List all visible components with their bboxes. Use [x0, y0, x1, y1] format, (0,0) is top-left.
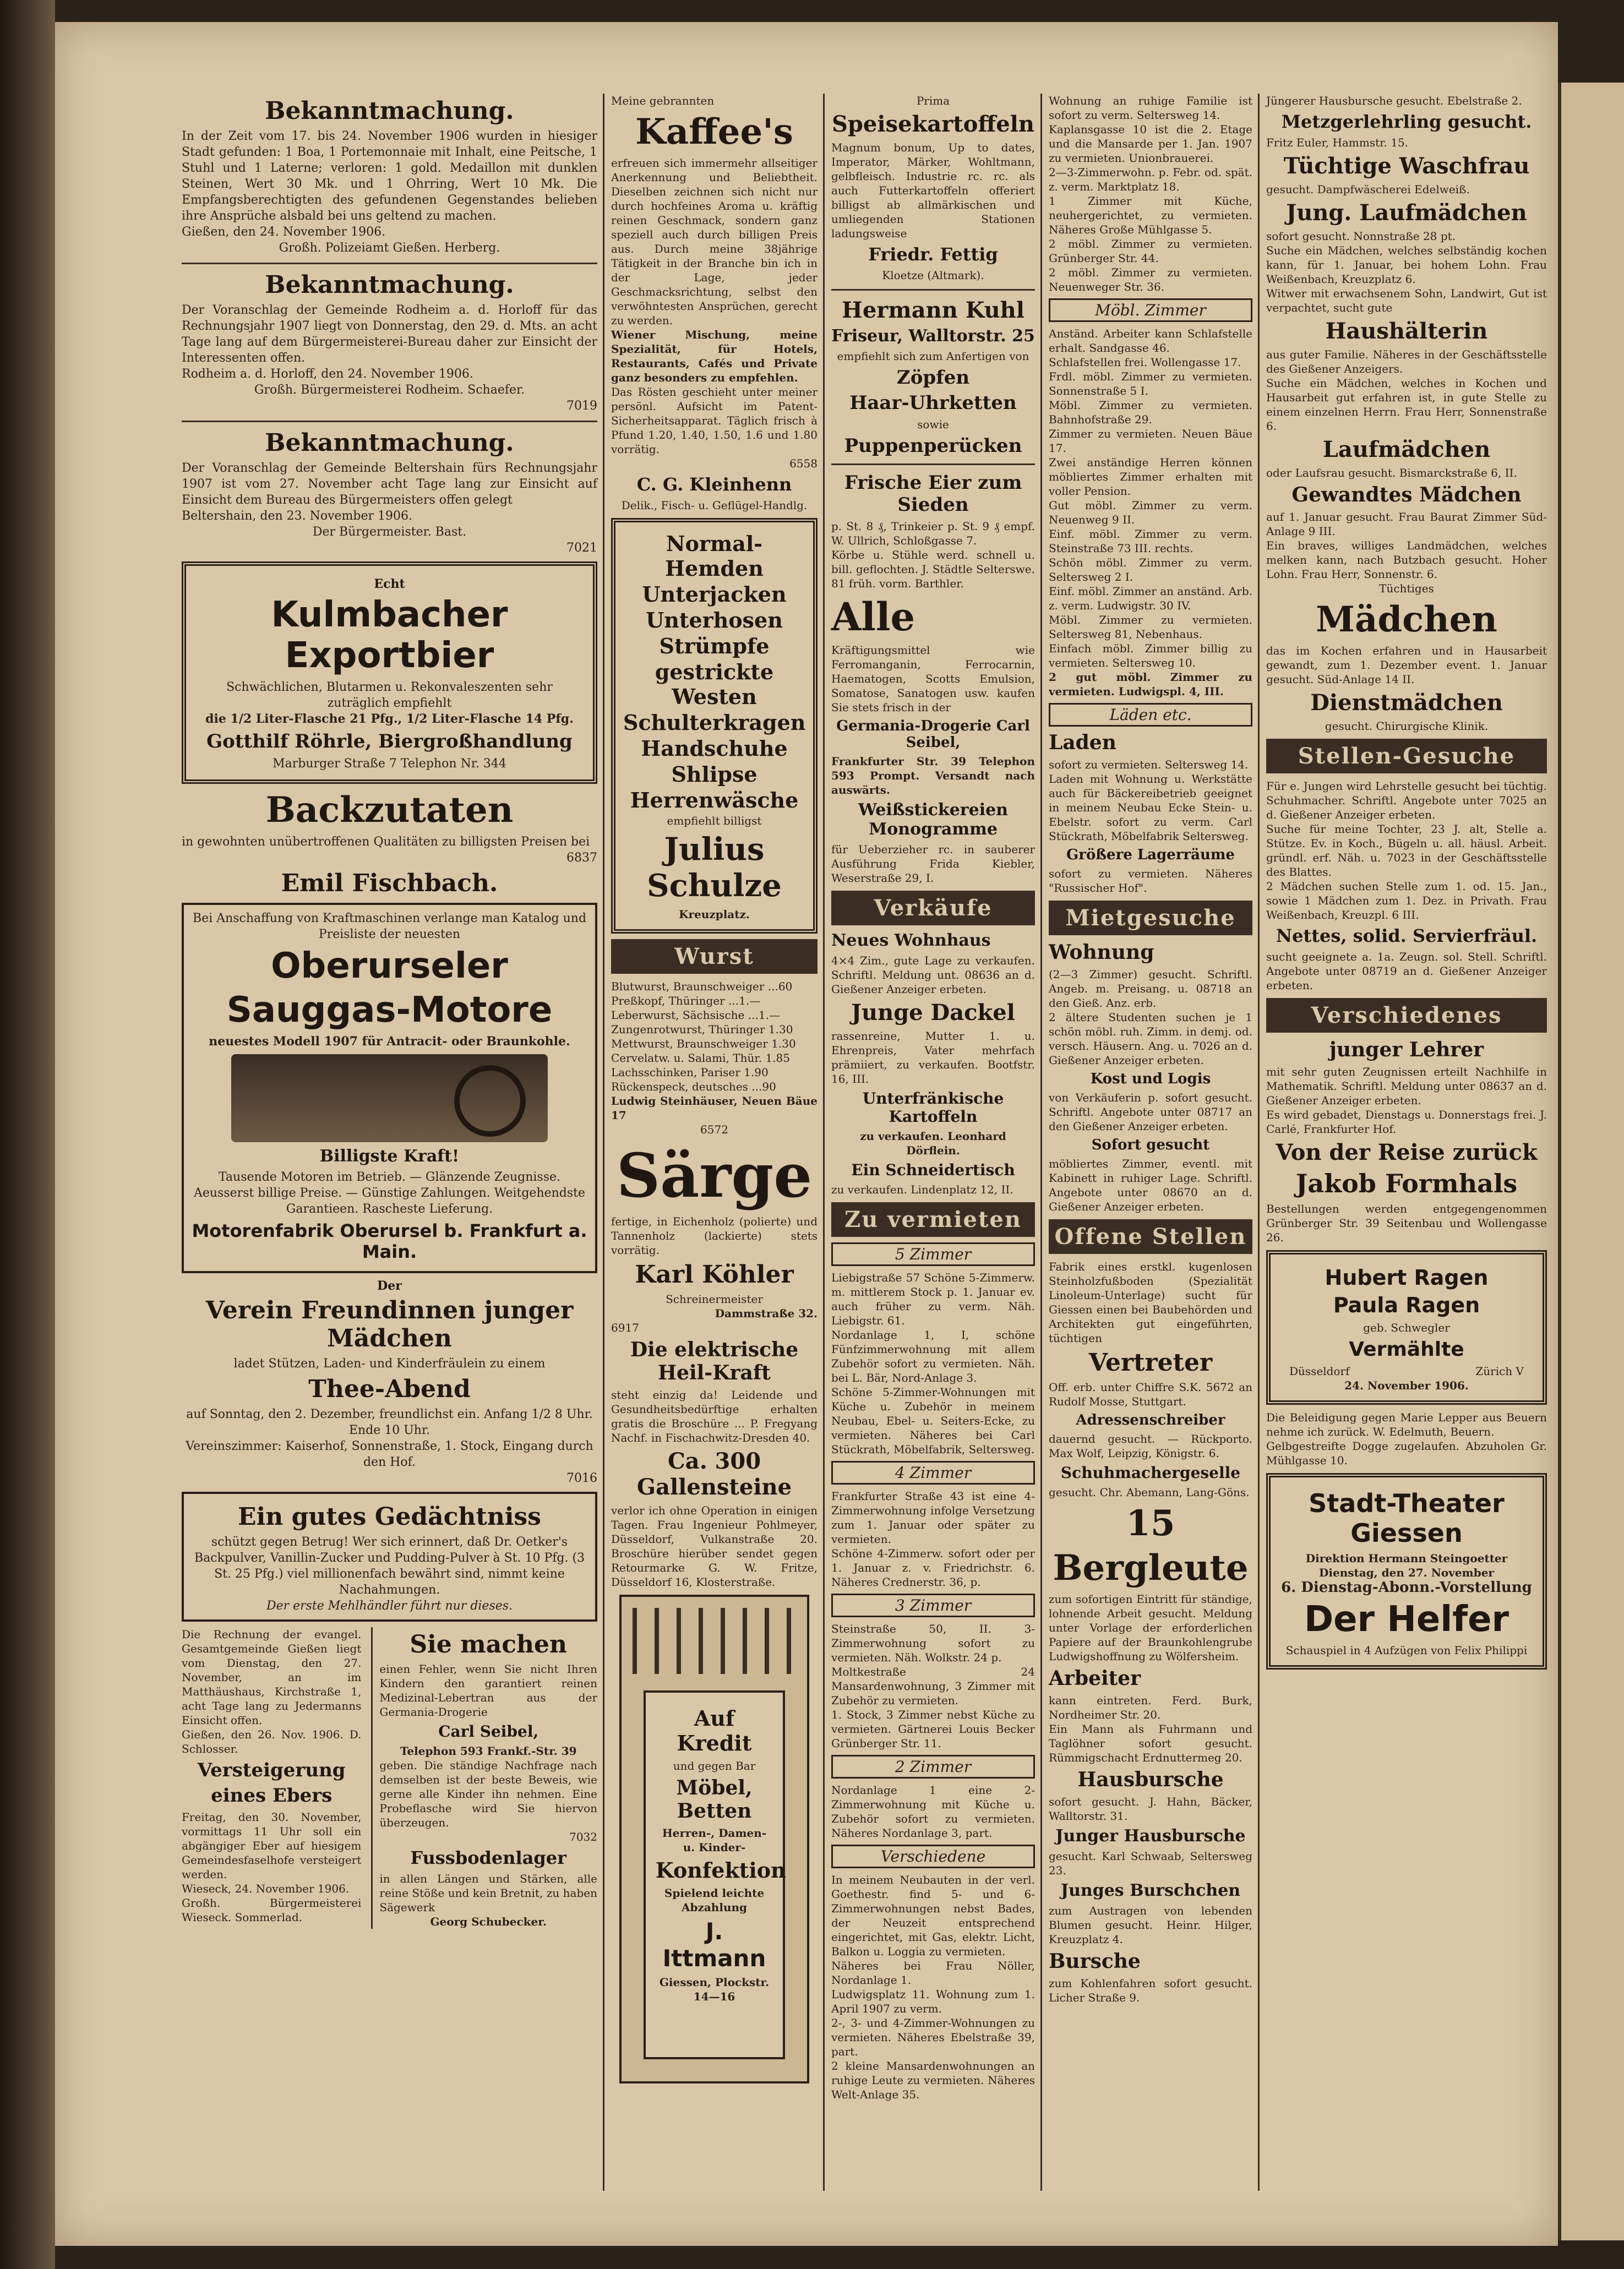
ad-text: 2 möbl. Zimmer zu vermieten. Grünberger Str. 44. — [1049, 237, 1252, 265]
announcement-date: 24. November 1906. — [1344, 1379, 1469, 1392]
ad-item: Haar-Uhrketten — [849, 392, 1017, 414]
ad-headline: Wohnung — [1049, 941, 1154, 964]
ad-text: Frankfurter Straße 43 ist eine 4-Zimmerwohnung infolge Versetzung zum 1. Januar oder später zu vermieten. — [831, 1490, 1035, 1546]
ad-headline: Verein Freundinnen junger Mädchen — [205, 1296, 574, 1352]
ad-text: einen Fehler, wenn Sie nicht Ihren Kindern den garantiert reinen Medizinal-Lebertran aus der Germania-Drogerie — [379, 1662, 597, 1719]
ad-text: aus guter Familie. Näheres in der Geschäftsstelle des Gießener Anzeigers. — [1266, 348, 1547, 375]
ad-text: p. St. 8 ₰, Trinkeier p. St. 9 ₰ empf. W. Ullrich, Schloßgasse 7. — [831, 520, 1035, 547]
ad-headline: Speisekartoffeln — [832, 111, 1034, 137]
ad-firm: J. Ittmann — [662, 1918, 766, 1972]
price-list — [611, 979, 818, 1094]
ad-text: Gut möbl. Zimmer zu verm. Neuenweg 9 II. — [1049, 499, 1252, 526]
ad-text: empfiehlt billigst — [667, 814, 762, 827]
list-item: Unterhosen — [646, 608, 783, 632]
subsection-header: Möbl. Zimmer — [1049, 298, 1252, 322]
ad-text: Schöne 4-Zimmerw. sofort oder per 1. Januar z. v. Friedrichstr. 6. Näheres Crednerstr. 36, p. — [831, 1547, 1035, 1589]
column-rule — [603, 94, 604, 2191]
newspaper-page — [55, 22, 1558, 2246]
ad-text: Schöne 5-Zimmer-Wohnungen mit Küche u. Zubehör in meinem Neubau, Ebel- u. Seiters-Ecke, zu vermieten. Näheres bei Carl Stückrath, Möbelfabrik, Seltersweg. — [831, 1386, 1035, 1456]
ad-item: Puppenperücken — [844, 435, 1022, 457]
ad-address: Dammstraße 32. — [715, 1307, 818, 1320]
ad-number: 6558 — [789, 457, 818, 470]
ad-headline: Hausbursche — [1077, 1768, 1224, 1791]
notice-text: Der Voranschlag der Gemeinde Beltershain fürs Rechnungsjahr 1907 ist vom 27. November acht Tage lang zur Einsicht auf Einsicht dem Bureau des Bürgermeisters offen gelegt — [182, 461, 597, 507]
ad-headline: Sie machen — [410, 1630, 568, 1659]
notice-place: Rodheim a. d. Horloff, den 24. November 1906. — [182, 367, 473, 381]
ad-text: sofort zu vermieten. Seltersweg 14. — [1049, 758, 1249, 771]
ad-headline: Junger Hausbursche — [1055, 1826, 1246, 1846]
ad-text: Schlafstellen frei. Wollengasse 17. — [1049, 356, 1241, 369]
ad-text: geben. Die ständige Nachfrage nach demselben ist der beste Beweis, wie gerne alle Kinder ihn nehmen. Eine Probeflasche wird Sie hiervon überzeugen. — [379, 1759, 597, 1829]
ad-text: sowie — [917, 418, 949, 431]
ad-text: Suche ein Mädchen, welches selbständig kochen kann, für 1. Januar, bei hohem Lohn. Frau Weißenbach, Kreuzplatz 6. — [1266, 244, 1547, 286]
ad-text: Zimmer zu vermieten. Neuen Bäue 17. — [1049, 427, 1252, 455]
ad-headline: Frische Eier zum Sieden — [844, 472, 1022, 516]
ad-text: 2 Mädchen suchen Stelle zum 1. od. 15. Jan., sowie 1 Mädchen zum 1. Dez. in Privath. Frau Weißenbach, Kreuzpl. 6 III. — [1266, 880, 1547, 921]
ad-text: gesucht. Chr. Abemann, Lang-Göns. — [1049, 1486, 1250, 1499]
notice-place: Beltershain, den 23. November 1906. — [182, 509, 413, 523]
ad-headline: Fussbodenlager — [410, 1847, 567, 1868]
list-item: Handschuhe — [641, 736, 788, 761]
ad-firm: Gotthilf Röhrle, Biergroßhandlung — [206, 730, 573, 752]
ad-text: zu verkaufen. Leonhard Dörflein. — [860, 1130, 1006, 1157]
ad-number: 6837 — [566, 851, 597, 865]
ad-text: Bei Anschaffung von Kraftmaschinen verlange man Katalog und Preisliste der neuesten — [192, 912, 587, 941]
ad-text: Möbl. Zimmer zu vermieten. Seltersweg 81, Nebenhaus. — [1049, 613, 1252, 641]
list-item: Shlipse — [671, 762, 757, 787]
city: Düsseldorf — [1289, 1365, 1350, 1378]
ad-firm: Ludwig Steinhäuser, Neuen Bäue 17 — [611, 1094, 818, 1122]
ad-text: zum Austragen von lebenden Blumen gesucht. Heinr. Hilger, Kreuzplatz 4. — [1049, 1904, 1252, 1946]
list-item: gestrickte Westen — [655, 659, 774, 709]
ad-text: Kräftigungsmittel wie Ferromanganin, Ferrocarnin, Haematogen, Scotts Emulsion, Somatose, Sanatogen usw. kaufen Sie stets frisch in der — [831, 643, 1035, 714]
ad-text: Die Beleidigung gegen Marie Lepper aus Beuern nehme ich zurück. W. Edelmuth, Beuern. — [1266, 1411, 1547, 1438]
ad-number: 7016 — [566, 1471, 597, 1485]
notice-title: eines Ebers — [211, 1785, 333, 1807]
ad-text: in gewohnten unübertroffenen Qualitäten zu billigsten Preisen bei — [182, 835, 590, 849]
ad-text: Einf. möbl. Zimmer zu verm. Steinstraße 73 III. rechts. — [1049, 527, 1252, 555]
ad-text: Näheres bei Frau Nöller, Nordanlage 1. — [831, 1959, 1035, 1987]
ad-text: für Ueberzieher rc. in sauberer Ausführung Frida Kiebler, Weserstraße 29, I. — [831, 843, 1035, 885]
wedding-announcement — [1266, 1250, 1547, 1405]
notice-text: Die Rechnung der evangel. Gesamtgemeinde Gießen liegt vom Dienstag, den 27. November, an im Matthäushaus, Kirchstraße 1, acht Tage lang zu Jedermanns Einsicht offen. — [182, 1628, 362, 1727]
ad-firm: Georg Schubecker. — [430, 1915, 547, 1928]
maiden-name: geb. Schwegler — [1363, 1321, 1450, 1334]
notice-place: Gießen, den 26. Nov. 1906. D. Schlosser. — [182, 1728, 362, 1755]
ad-firm: C. G. Kleinhenn — [636, 474, 792, 495]
ad-text: Ludwigsplatz 11. Wohnung zum 1. April 1907 zu verm. — [831, 1988, 1035, 2015]
ad-text: Ein Mann als Fuhrmann und Taglöhner sofort gesucht. Rümmigschacht Erdnuttermeg 20. — [1049, 1722, 1252, 1764]
ad-headline: Sauggas-Motore — [226, 990, 553, 1030]
ad-text: Vereinszimmer: Kaiserhof, Sonnenstraße, 1. Stock, Eingang durch den Hof. — [186, 1439, 593, 1469]
schulze-ad — [611, 518, 818, 934]
notice-text: In der Zeit vom 17. bis 24. November 1906 wurden in hiesiger Stadt gefunden: 1 Boa, 1 Portemonnaie mit Inhalt, eine Peitsche, 1 Stuhl und 1 Laterne; verloren: 1 gold. Medaillon mit dunklen Steinen, Wert 30 Mk. und 1 Ohrring, Wert 10 Mk. Die Empfangsberechtigten des gefundenen Gegenstandes belieben ihre Ansprüche alsbald bei uns geltend zu machen. — [182, 129, 597, 223]
ad-text: zum Kohlenfahren sofort gesucht. Licher Straße 9. — [1049, 1977, 1252, 2004]
price-line: Mettwurst, Braunschweiger 1.30 — [611, 1037, 796, 1050]
ad-firm: Carl Seibel, — [438, 1722, 539, 1741]
ad-text: Moltkestraße 24 Mansardenwohnung, 3 Zimmer mit Zubehör zu vermieten. — [831, 1665, 1035, 1707]
ad-text: Einfach möbl. Zimmer billig zu vermieten. Seltersweg 10. — [1049, 642, 1252, 669]
ad-text: Das Rösten geschieht unter meiner persönl. Aufsicht im Patent-Sicherheitsapparat. Täglich frisch à Pfund 1.20, 1.40, 1.50, 1.6 und 1.80 vorrätig. — [611, 385, 818, 456]
ad-text: Anständ. Arbeiter kann Schlafstelle erhalt. Sandgasse 46. — [1049, 327, 1252, 354]
ad-text: zum sofortigen Eintritt für ständige, lohnende Arbeit gesucht. Meldung unter Vorlage der erforderlichen Papiere auf der Braunkohlengrube Ludwigshoffnung zu Wölfersheim. — [1049, 1592, 1252, 1663]
ad-kicker: Meine gebrannten — [611, 94, 715, 107]
column-3 — [831, 94, 1035, 2102]
ad-text: rassenreine, Mutter 1. u. Ehrenpreis, Vater mehrfach prämiiert, zu verkaufen. Bootfstr. 16, III. — [831, 1029, 1035, 1086]
oetker-ad — [182, 1492, 597, 1622]
ad-text: sofort gesucht. J. Hahn, Bäcker, Walltorstr. 31. — [1049, 1795, 1252, 1823]
ad-text: Tausende Motoren im Betrieb. — Glänzende Zeugnisse. Aeusserst billige Preise. — Günstige Zahlungen. Weitgehendste Garantieen. Rascheste Lieferung. — [193, 1170, 586, 1216]
ad-text: Spielend leichte Abzahlung — [664, 1886, 765, 1914]
ad-headline: Sofort gesucht — [1091, 1137, 1210, 1153]
notice-title: Bekanntmachung. — [265, 271, 514, 299]
ad-headline: Bursche — [1049, 1950, 1141, 1973]
ad-headline: Unterfränkische Kartoffeln — [862, 1089, 1004, 1126]
ad-text: Laden mit Wohnung u. Werkstätte auch für Bäckereibetrieb geeignet in meinem Neubau Ecke Stein- u. Ebelstr. sofort zu verm. Carl Stückrath, Möbelfabrik Seltersweg. — [1049, 772, 1252, 843]
ad-date: Dienstag, den 27. November — [1319, 1566, 1494, 1579]
ad-firm: Karl Köhler — [635, 1261, 794, 1289]
ad-headline: Ein Schneidertisch — [851, 1161, 1015, 1179]
ad-headline: Metzgerlehrling gesucht. — [1281, 111, 1532, 132]
ad-text: Ein braves, williges Landmädchen, welches melken kann, nach Butzbach gesucht. Hoher Lohn. Frau Herr, Sonnenstr. 6. — [1266, 539, 1547, 581]
ad-headline: Gewandtes Mädchen — [1291, 483, 1522, 506]
ad-number: 6917 — [611, 1321, 639, 1334]
notice-title: Versteigerung — [197, 1759, 346, 1781]
ad-headline: Die elektrische Heil-Kraft — [630, 1338, 799, 1384]
subsection-header: Verschiedene — [831, 1845, 1035, 1868]
section-banner: Offene Stellen — [1049, 1219, 1252, 1254]
divider — [182, 421, 597, 422]
ad-price: die 1/2 Liter-Flasche 21 Pfg., 1/2 Liter-Flasche 14 Pfg. — [205, 712, 574, 726]
ad-text: Witwer mit erwachsenem Sohn, Landwirt, Gut ist verpachtet, sucht gute — [1266, 287, 1547, 314]
ad-text: zu verkaufen. Lindenplatz 12, II. — [831, 1183, 1013, 1196]
ad-text: auf Sonntag, den 2. Dezember, freundlichst ein. Anfang 1/2 8 Uhr. Ende 10 Uhr. — [186, 1408, 593, 1437]
ad-headline: Bergleute — [1053, 1547, 1249, 1589]
ad-text: Wohnung an ruhige Familie ist sofort zu verm. Seltersweg 14. — [1049, 94, 1252, 122]
ad-text: Liebigstraße 57 Schöne 5-Zimmerw. m. mittlerem Stock p. 1. Januar ev. auch früher zu verm. Näh. Liebigstr. 61. — [831, 1271, 1035, 1327]
ad-text: Kaplansgasse 10 ist die 2. Etage und die Mansarde per 1. Jan. 1907 zu vermieten. Unionbrauerei. — [1049, 123, 1252, 165]
ad-headline: Kaffee's — [635, 111, 793, 152]
section-banner: Verkäufe — [831, 891, 1035, 925]
ad-headline: Oberurseler — [271, 946, 508, 986]
ad-text: kann eintreten. Ferd. Burk, Nordheimer Str. 20. — [1049, 1694, 1252, 1721]
ad-text: Einf. möbl. Zimmer an anständ. Arb. z. verm. Ludwigstr. 30 IV. — [1049, 585, 1252, 612]
ad-headline: Ein gutes Gedächtniss — [238, 1503, 541, 1531]
divider — [182, 263, 597, 264]
ad-headline: Hermann Kuhl — [842, 297, 1024, 323]
ad-headline: Weißstickereien Monogramme — [858, 800, 1008, 839]
ad-text: auf 1. Januar gesucht. Frau Baurat Zimmer Süd-Anlage 9 III. — [1266, 510, 1547, 538]
ad-text: gesucht. Dampfwäscherei Edelweiß. — [1266, 183, 1470, 196]
ad-kicker: Tüchtiges — [1379, 582, 1434, 595]
ad-text: Körbe u. Stühle werd. schnell u. bill. geflochten. J. Städtle Selterswe. 81 früh. vorm. Barthler. — [831, 548, 1035, 590]
ad-text: Suche für meine Tochter, 23 J. alt, Stelle a. Stütze. Ev. in Koch., Bügeln u. all. häusl. Arbeit. gründl. erf. Näh. u. 7023 in der Geschäftsstelle des Blattes. — [1266, 822, 1547, 879]
ad-headline: Thee-Abend — [308, 1375, 471, 1403]
ad-number: 7032 — [569, 1830, 597, 1843]
list-item: Schulterkragen — [623, 710, 806, 735]
furniture-ad-frame — [619, 1595, 810, 2083]
ad-text: erfreuen sich immermehr allseitiger Anerkennung und Beliebtheit. Dieselben zeichnen sich nicht nur durch hochfeines Aroma u. kräftig reinen Geschmack, sondern ganz speziell auch durch billigen Preis aus. Durch meine 38jährige Tätigkeit in der Branche bin ich in der Lage, jeder Geschmacksrichtung, selbst den verwöhntesten Ansprüchen, gerecht zu werden. — [611, 156, 818, 327]
ad-panel — [644, 1690, 786, 2059]
ad-text: 1 Zimmer mit Küche, neuhergerichtet, zu vermieten. Näheres Große Mühlgasse 5. — [1049, 194, 1252, 236]
ad-text: Suche ein Mädchen, welches in Kochen und Hausarbeit gut erfahren ist, in gute Stelle zu einem einzelnen Herrn. Frau Herr, Sonnenstraße 6. — [1266, 377, 1547, 433]
ad-text: Nordanlage 1, I, schöne Fünfzimmerwohnung mit allem Zubehör sofort zu vermieten. Näh. bei L. Bär, Nord-Anlage 3. — [831, 1328, 1035, 1384]
ad-headline: Konfektion — [655, 1858, 786, 1883]
ad-text: 6. Dienstag-Abonn.-Vorstellung — [1281, 1579, 1532, 1596]
bottom-row — [182, 1627, 597, 1929]
ad-text: dauernd gesucht. — Rückporto. Max Wolf, Leipzig, Königstr. 6. — [1049, 1432, 1252, 1460]
price-line: Preßkopf, Thüringer ...1.— — [611, 994, 761, 1007]
ad-address: Frankfurter Str. 39 Telephon 593 Prompt. Versandt nach auswärts. — [831, 755, 1035, 797]
ad-headline: Kost und Logis — [1090, 1071, 1211, 1087]
ad-text: Möbl. Zimmer zu vermieten. Bahnhofstraße 29. — [1049, 399, 1252, 426]
ad-number: 6572 — [700, 1123, 728, 1136]
notice-sign: Der Bürgermeister. Bast. — [312, 525, 467, 539]
ad-headline: Alle — [831, 594, 915, 640]
theater-ad — [1266, 1473, 1547, 1670]
ad-text: empfiehlt sich zum Anfertigen von — [837, 350, 1029, 363]
ad-text: Bestellungen werden entgegengenommen Grünberger Str. 39 Seitenbau und Wollengasse 26. — [1266, 1202, 1547, 1244]
ad-text: Magnum bonum, Up to dates, Imperator, Märker, Wohltmann, gelbfleisch. Industrie rc. rc. als auch Futterkartoffeln offeriert billigst ab allmärkischen und umliegenden Stationen ladungsweise — [831, 141, 1035, 240]
ad-text: Delik., Fisch- u. Geflügel-Handlg. — [621, 499, 808, 512]
ad-address: Telephon 593 Frankf.-Str. 39 — [400, 1744, 577, 1758]
ad-firm: Germania-Drogerie Carl Seibel, — [836, 718, 1030, 751]
ad-text: 4×4 Zim., gute Lage zu verkaufen. Schriftl. Meldung unt. 08636 an d. Gießener Anzeiger erbeten. — [831, 954, 1035, 996]
ad-firm: Julius Schulze — [647, 831, 782, 904]
notice-place: Wieseck, 24. November 1906. — [182, 1882, 350, 1895]
ad-text: Jüngerer Hausbursche gesucht. Ebelstraße 2. — [1266, 94, 1522, 107]
price-line: Leberwurst, Sächsische ...1.— — [611, 1008, 780, 1022]
ad-headline: Tüchtige Waschfrau — [1283, 153, 1530, 179]
ad-text: Zwei anständige Herren können möbliertes Zimmer erhalten mit voller Pension. — [1049, 456, 1252, 498]
cabinet-illustration — [633, 1608, 797, 1674]
engine-illustration — [231, 1054, 548, 1142]
column-rule — [1040, 94, 1042, 2191]
ad-firm: Friedr. Fettig — [868, 244, 998, 265]
ad-text: 1. Stock, 3 Zimmer nebst Küche zu vermieten. Gärtnerei Louis Becker Grünberger Str. 11. — [831, 1708, 1035, 1750]
section-banner: Zu vermieten — [831, 1202, 1035, 1237]
ad-text: das im Kochen erfahren und in Hausarbeit gewandt, zum 1. Dezember event. 1. Januar gesucht. Süd-Anlage 14 II. — [1266, 644, 1547, 686]
ad-text: sofort gesucht. Nonnstraße 28 pt. — [1266, 230, 1456, 243]
ad-text: und gegen Bar — [673, 1759, 756, 1772]
column-1 — [182, 94, 597, 1929]
column-rule — [823, 94, 825, 2191]
name: Hubert Ragen — [1325, 1266, 1489, 1290]
ad-headline: Haushälterin — [1325, 318, 1488, 344]
ad-slogan: Billigste Kraft! — [319, 1147, 460, 1166]
section-banner: Mietgesuche — [1049, 901, 1252, 935]
list-item: Unterjacken — [642, 582, 787, 607]
ad-headline: Backzutaten — [265, 789, 514, 831]
ad-address: Friseur, Walltorstr. 25 — [831, 326, 1035, 346]
ad-text: Der erste Mehlhändler führt nur dieses. — [266, 1599, 513, 1613]
ad-text: Direktion Hermann Steingoetter — [1305, 1552, 1508, 1565]
notice-title: Bekanntmachung. — [265, 429, 514, 457]
ad-headline: Arbeiter — [1049, 1667, 1141, 1690]
ad-headline: junger Lehrer — [1329, 1038, 1484, 1061]
list-item: Strümpfe — [659, 634, 770, 658]
ad-text: neuestes Modell 1907 für Antracit- oder Braunkohle. — [209, 1034, 570, 1049]
list-item: Herrenwäsche — [630, 788, 799, 812]
ad-text: steht einzig da! Leidende und Gesundheitsbedürftige erhalten gratis die Broschüre ... P. Fregyang Nachf. in Fischachwitz-Dresden 40. — [611, 1388, 818, 1444]
subsection-header: 4 Zimmer — [831, 1461, 1035, 1485]
notice-place: Gießen, den 24. November 1906. — [182, 225, 386, 239]
cities-row — [1278, 1364, 1535, 1378]
ad-text: Fabrik eines erstkl. kugenlosen Steinholzfußboden (Spezialität Linoleum-Unterlage) sucht für Giessen einen bei Baubehörden und Architekten gut eingeführten, tüchtigen — [1049, 1260, 1252, 1345]
ad-text: Schauspiel in 4 Aufzügen von Felix Philippi — [1285, 1644, 1528, 1657]
bottom-right — [371, 1627, 597, 1929]
section-banner: Stellen-Gesuche — [1266, 739, 1547, 773]
ad-text: gesucht. Karl Schwaab, Seltersweg 23. — [1049, 1850, 1252, 1877]
notice-sign: Großh. Polizeiamt Gießen. Herberg. — [279, 241, 500, 255]
ad-headline: Von der Reise zurück — [1276, 1139, 1538, 1165]
ad-text: In meinem Neubauten in der verl. Goethestr. find 5- und 6-Zimmerwohnungen nebst Bades, der Neuzeit entsprechend eingerichtet, mit Gas, elektr. Licht, Balkon u. Loggia zu vermieten. — [831, 1873, 1035, 1958]
ad-text: Schreinermeister — [666, 1292, 763, 1306]
ad-text: Gelbgestreifte Dogge zugelaufen. Abzuholen Gr. Mühlgasse 10. — [1266, 1439, 1547, 1467]
book-spine — [0, 0, 55, 2269]
flywheel-icon — [454, 1065, 526, 1137]
bottom-left — [182, 1627, 361, 1929]
ad-text: Steinstraße 50, II. 3-Zimmerwohnung sofort zu vermieten. Näh. Wolkstr. 24 p. — [831, 1622, 1035, 1664]
ad-address: Kloetze (Altmark). — [882, 269, 984, 282]
ad-text: Frdl. möbl. Zimmer zu vermieten. Sonnenstraße 5 I. — [1049, 370, 1252, 397]
ad-text: sucht geeignete a. 1a. Zeugn. sol. Stell. Schriftl. Angebote unter 08719 an d. Gießener Anzeiger erbeten. — [1266, 950, 1547, 992]
section-banner: Verschiedenes — [1266, 998, 1547, 1033]
section-banner: Wurst — [611, 939, 818, 974]
ad-text: Schwächlichen, Blutarmen u. Rekonvaleszenten sehr zuträglich empfiehlt — [226, 680, 553, 710]
ad-text: Für e. Jungen wird Lehrstelle gesucht bei tüchtig. Schuhmacher. Schriftl. Angebote unter 7025 an d. Gießener Anzeiger erbeten. — [1266, 779, 1547, 821]
ad-text: möbliertes Zimmer, eventl. mit Kabinett in ruhiger Lage. Schriftl. Angebote unter 08670 an d. Gießener Anzeiger erbeten. — [1049, 1157, 1252, 1213]
ad-address: Giessen, Plockstr. 14—16 — [659, 1976, 770, 2003]
ad-text: 2 ältere Studenten suchen je 1 schön möbl. ruh. Zimm. in demj. od. versch. Häusern. Ang. u. 7026 an d. Gießener Anzeiger erbeten. — [1049, 1011, 1252, 1067]
notice-text: Der Voranschlag der Gemeinde Rodheim a. d. Horloff für das Rechnungsjahr 1907 liegt von Donnerstag, den 29. d. Mts. an acht Tage lang auf dem Bürgermeisterei-Bureau daher zur Einsicht der Interessenten offen. — [182, 303, 597, 365]
ad-text: 2—3-Zimmerwohn. p. Febr. od. spät. z. verm. Marktplatz 18. — [1049, 166, 1252, 193]
ad-text: ladet Stützen, Laden- und Kinderfräulein zu einem — [233, 1357, 546, 1371]
ad-text: von Verkäuferin p. sofort gesucht. Schriftl. Angebote unter 08717 an den Gießener Anzeiger erbeten. — [1049, 1091, 1252, 1133]
price-line: Blutwurst, Braunschweiger ...60 — [611, 980, 793, 993]
ad-text: Nordanlage 1 eine 2-Zimmerwohnung mit Küche u. Zubehör sofort zu vermieten. Näheres Nordanlage 3, part. — [831, 1783, 1035, 1840]
notice-sign: Großh. Bürgermeisterei Wieseck. Sommerlad. — [182, 1896, 362, 1924]
ad-text: Es wird gebadet, Dienstags u. Donnerstags frei. J. Carlé, Frankfurter Hof. — [1266, 1108, 1547, 1136]
ad-headline: Junge Dackel — [851, 1000, 1015, 1026]
ad-text: oder Laufsrau gesucht. Bismarckstraße 6, II. — [1266, 466, 1517, 479]
ad-firm: Emil Fischbach. — [281, 869, 498, 897]
ad-text: gesucht. Chirurgische Klinik. — [1325, 719, 1489, 733]
item-list — [623, 531, 805, 812]
ad-headline: Auf Kredit — [677, 1706, 752, 1755]
city: Zürich V — [1475, 1365, 1524, 1378]
ad-text: Fritz Euler, Hammstr. 15. — [1266, 136, 1409, 149]
name: Paula Ragen — [1333, 1293, 1480, 1317]
ad-headline: Junges Burschchen — [1060, 1881, 1241, 1900]
price-line: Lachsschinken, Pariser 1.90 — [611, 1066, 769, 1079]
ad-headline: Särge — [616, 1140, 813, 1211]
ad-text: Wiener Mischung, meine Spezialität, für Hotels, Restaurants, Cafés und Private ganz besonders zu empfehlen. — [611, 328, 818, 384]
ad-headline: Möbel, Betten — [676, 1776, 753, 1823]
ad-number: 7021 — [566, 541, 597, 555]
ad-text: schützt gegen Betrug! Wer sich erinnert, daß Dr. Oetker's Backpulver, Vanillin-Zucker und Pudding-Pulver à St. 10 Pfg. (3 St. 25 Pfg.) viel millionenfach bewährt sind, nimmt keine Nachahmungen. — [194, 1535, 585, 1597]
column-4 — [1049, 94, 1252, 2005]
ad-firm: Jakob Formhals — [1295, 1169, 1518, 1198]
ad-number-large: 15 — [1126, 1503, 1175, 1544]
ad-headline: Vertreter — [1088, 1349, 1213, 1377]
ad-kicker: Prima — [916, 94, 950, 107]
notice-sign: Großh. Bürgermeisterei Rodheim. Schaefer. — [254, 383, 525, 397]
ad-text: (2—3 Zimmer) gesucht. Schriftl. Angeb. m. Preisang. u. 08718 an den Gieß. Anz. erb. — [1049, 968, 1252, 1010]
ad-headline: Ca. 300 Gallensteine — [636, 1448, 792, 1500]
ad-text: 2 gut möbl. Zimmer zu vermieten. Ludwigspl. 4, III. — [1049, 670, 1252, 698]
column-5 — [1266, 94, 1547, 1675]
ad-headline: Neues Wohnhaus — [831, 931, 991, 950]
price-line: Cervelatw. u. Salami, Thür. 1.85 — [611, 1051, 790, 1065]
motor-ad — [182, 903, 597, 1273]
subsection-header: 2 Zimmer — [831, 1755, 1035, 1779]
ad-kicker: Der — [377, 1279, 402, 1293]
ad-text: Off. erb. unter Chiffre S.K. 5672 an Rudolf Mosse, Stuttgart. — [1049, 1381, 1252, 1408]
ad-text: mit sehr guten Zeugnissen erteilt Nachhilfe in Mathematik. Schriftl. Meldung unter 08637 an d. Gießener Anzeiger erbeten. — [1266, 1065, 1547, 1107]
ad-firm: Motorenfabrik Oberursel b. Frankfurt a. Main. — [192, 1220, 587, 1262]
subsection-header: 3 Zimmer — [831, 1594, 1035, 1617]
notice-title: Bekanntmachung. — [265, 97, 514, 125]
ad-headline: Laufmädchen — [1322, 437, 1491, 462]
ad-item: Zöpfen — [896, 367, 970, 389]
ad-text: 2 kleine Mansardenwohnungen an ruhige Leute zu vermieten. Näheres Welt-Anlage 35. — [831, 2059, 1035, 2101]
ad-text: verlor ich ohne Operation in einigen Tagen. Frau Ingenieur Pohlmeyer, Düsseldorf, Vulkanstraße 20. Broschüre hierüber sendet gegen Retourmarke G. W. Fritze, Düsseldorf 16, Klosterstraße. — [611, 1504, 818, 1589]
price-line: Zungenrotwurst, Thüringer 1.30 — [611, 1023, 793, 1036]
column-rule — [1258, 94, 1260, 2191]
subsection-header: 5 Zimmer — [831, 1242, 1035, 1266]
subsection-header: Läden etc. — [1049, 703, 1252, 727]
ad-text: 2-, 3- und 4-Zimmer-Wohnungen zu vermieten. Näheres Ebelstraße 39, part. — [831, 2016, 1035, 2058]
ad-text: Schön möbl. Zimmer zu verm. Seltersweg 2 I. — [1049, 556, 1252, 583]
ad-text: Herren-, Damen- u. Kinder- — [662, 1826, 767, 1854]
ad-headline: Nettes, solid. Servierfräul. — [1276, 925, 1538, 946]
ad-kicker: Echt — [374, 577, 405, 591]
divider — [831, 463, 1035, 465]
notice-text: Freitag, den 30. November, vormittags 11 Uhr soll ein abgängiger Eber auf hiesigem Gemeindesfaselhofe versteigert werden. — [182, 1810, 362, 1881]
announcement-title: Vermählte — [1349, 1338, 1464, 1361]
ad-text: fertige, in Eichenholz (polierte) und Tannenholz (lackierte) stets vorrätig. — [611, 1215, 818, 1257]
ad-headline: Stadt-Theater Giessen — [1309, 1488, 1505, 1548]
ad-headline: Adressenschreiber — [1076, 1412, 1225, 1428]
ad-headline: Laden — [1049, 731, 1116, 754]
ad-number: 7019 — [566, 399, 597, 413]
ad-text: in allen Längen und Stärken, alle reine Stöße und kein Bretnit, zu haben Sägewerk — [379, 1872, 597, 1914]
ad-text: 2 möbl. Zimmer zu vermieten. Neuenweger Str. 36. — [1049, 266, 1252, 293]
divider — [831, 289, 1035, 291]
ad-headline: Kulmbacher Exportbier — [271, 594, 508, 676]
ad-headline: Jung. Laufmädchen — [1286, 200, 1527, 226]
ad-headline: Größere Lagerräume — [1066, 847, 1235, 863]
adjacent-page-edge — [1558, 83, 1624, 2240]
play-title: Der Helfer — [1304, 1599, 1509, 1640]
ad-headline: Dienstmädchen — [1310, 690, 1503, 716]
kulmbacher-ad — [182, 561, 597, 784]
column-2 — [611, 94, 818, 2089]
ad-address: Kreuzplatz. — [679, 908, 750, 921]
ad-headline: Mädchen — [1316, 599, 1497, 640]
list-item: Normal-Hemden — [665, 531, 764, 581]
ad-text: sofort zu vermieten. Näheres "Russischer Hof". — [1049, 867, 1252, 894]
ad-headline: Schuhmachergeselle — [1060, 1464, 1241, 1482]
price-line: Rückenspeck, deutsches ...90 — [611, 1080, 776, 1093]
ad-address: Marburger Straße 7 Telephon Nr. 344 — [273, 757, 506, 771]
